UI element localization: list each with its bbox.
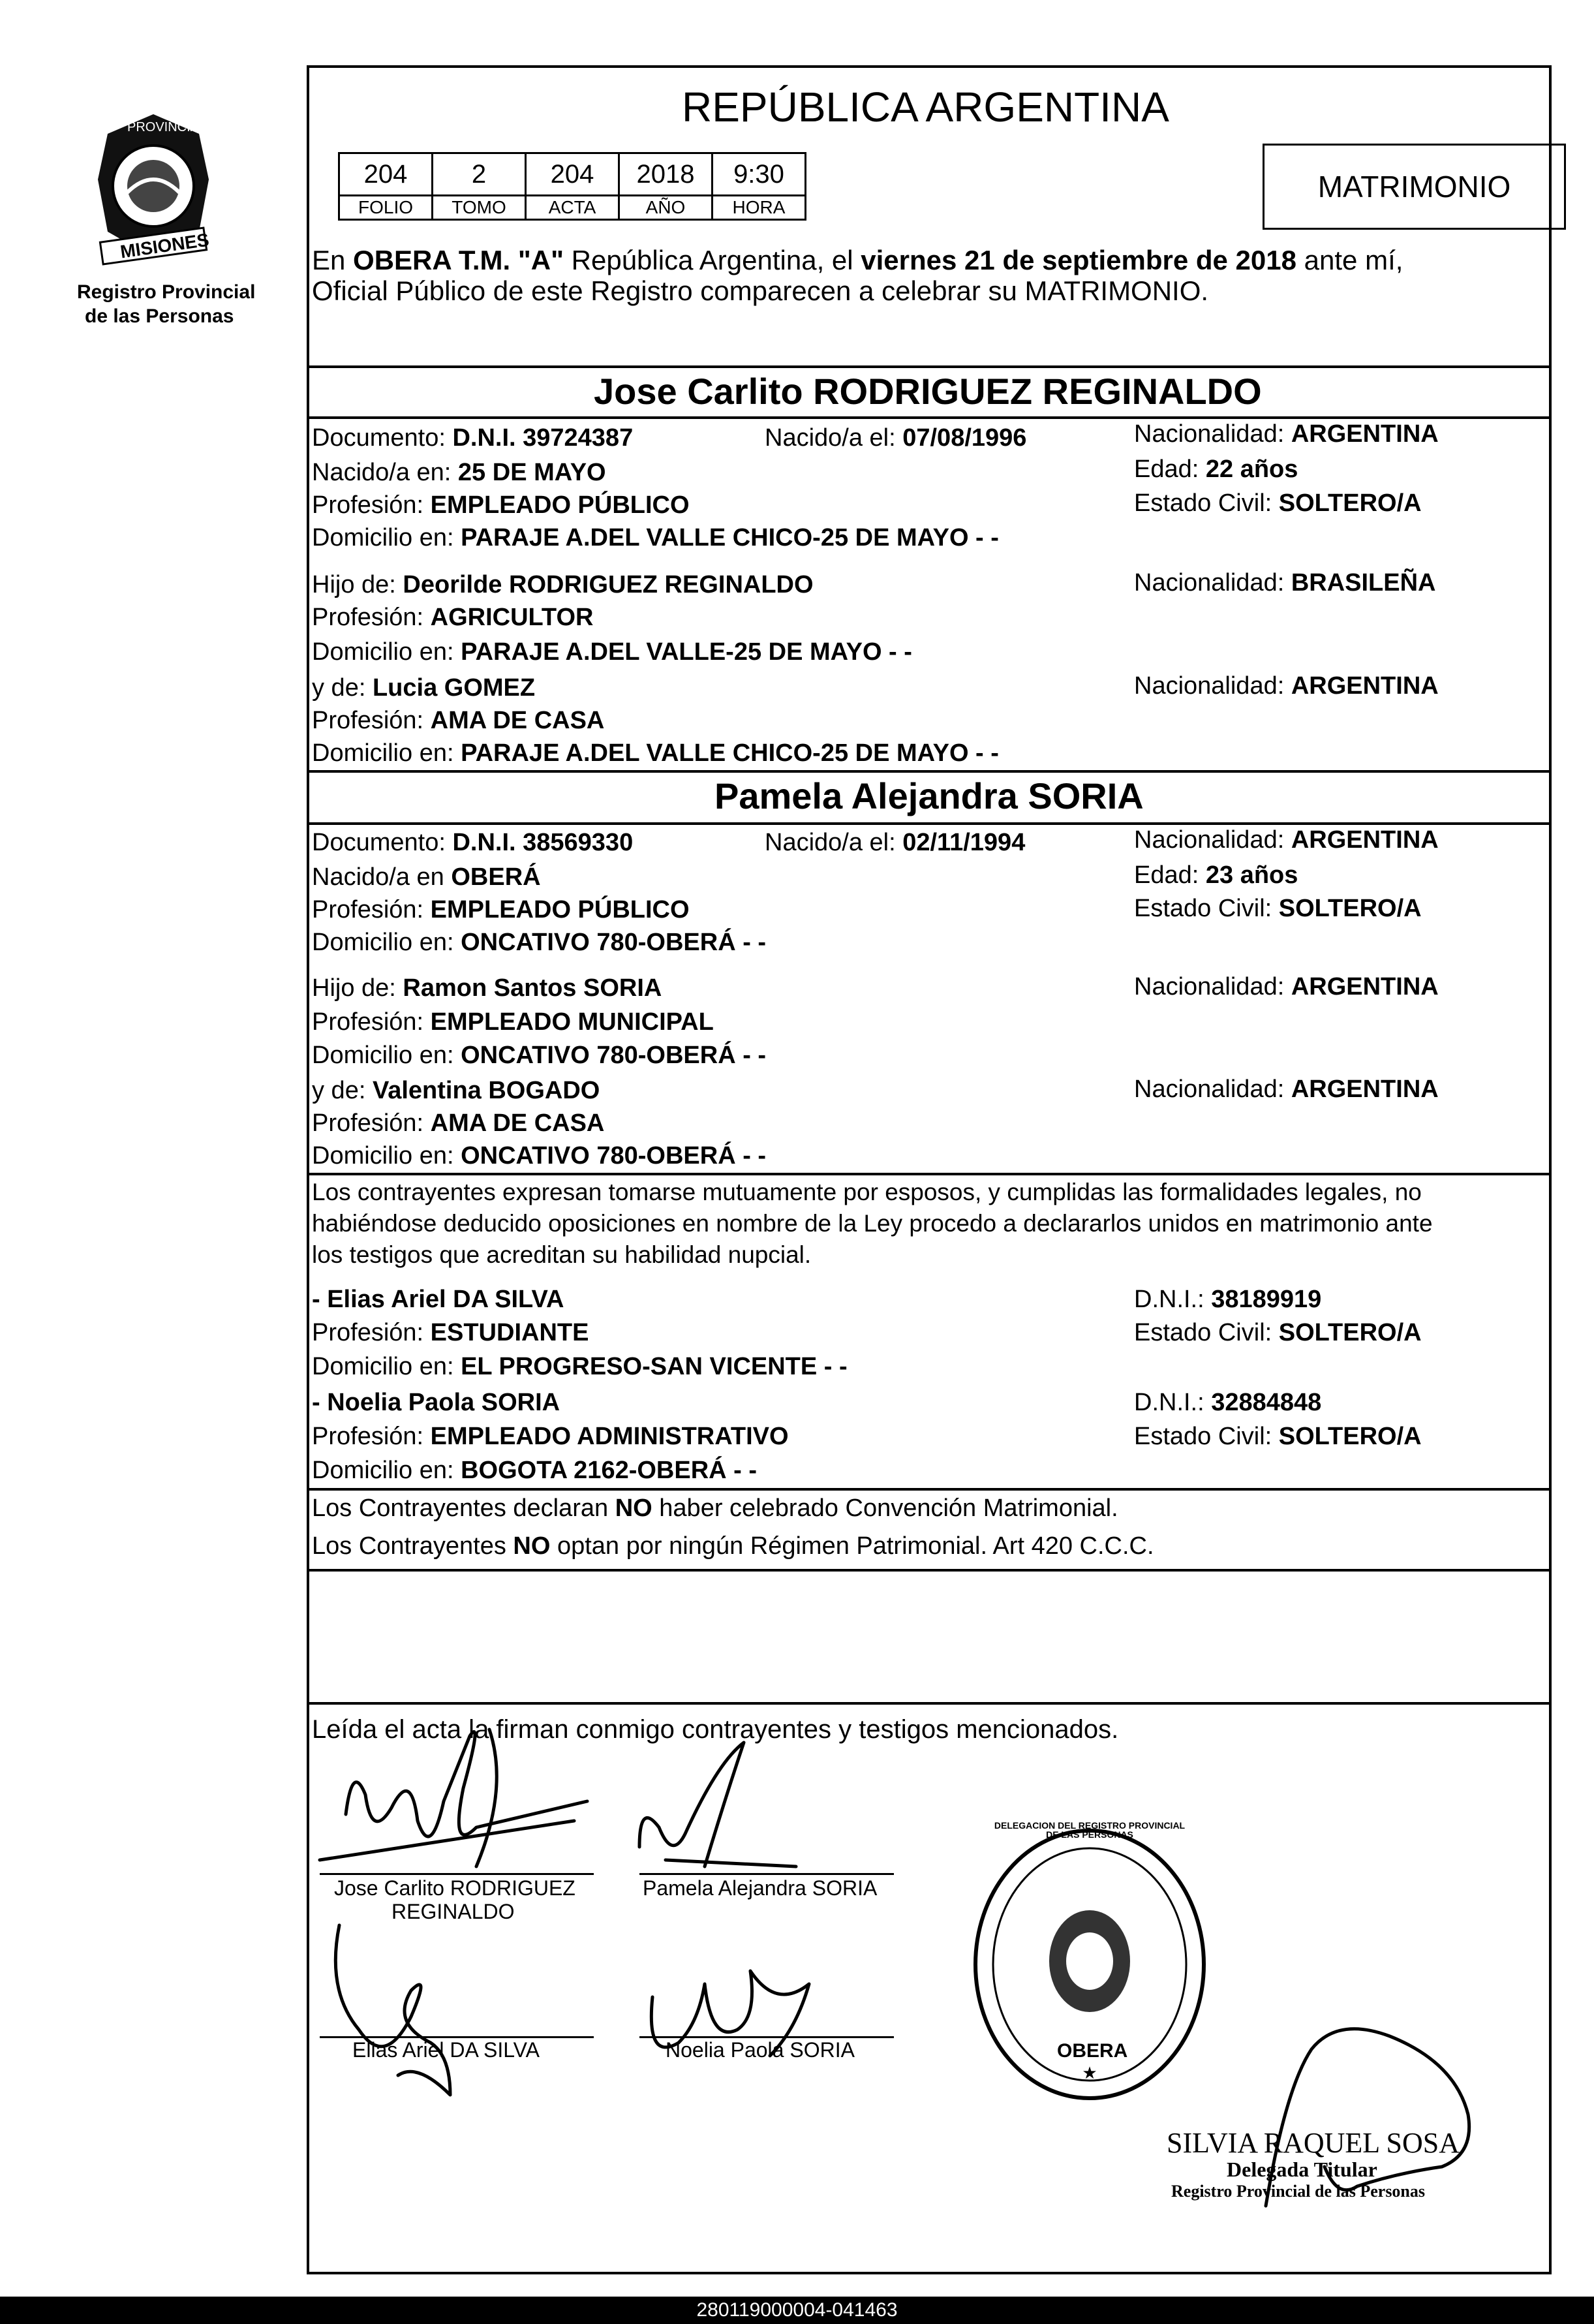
witness2-address: Domicilio en: BOGOTA 2162-OBERÁ - - xyxy=(312,1457,758,1484)
groom-born-in: Nacido/a en: 25 DE MAYO xyxy=(312,459,606,486)
intro-p3: República Argentina, el xyxy=(563,245,861,275)
witness2-dni: D.N.I.: 32884848 xyxy=(1134,1389,1322,1416)
bride-nationality: Nacionalidad: ARGENTINA xyxy=(1134,826,1439,854)
closing-statement: Leída el acta la firman conmigo contrayentes y testigos mencionados. xyxy=(312,1715,1119,1744)
groom-born-on: Nacido/a el: 07/08/1996 xyxy=(765,424,1027,452)
intro-line1 xyxy=(312,247,1403,274)
intro-p1: En xyxy=(312,245,354,275)
year-label: AÑO xyxy=(619,196,713,220)
page-title: REPÚBLICA ARGENTINA xyxy=(682,84,1169,131)
folio-label: FOLIO xyxy=(339,196,433,220)
regime-line2: Los Contrayentes NO optan por ningún Régimen Patrimonial. Art 420 C.C.C. xyxy=(312,1532,1154,1560)
bride-signature-icon xyxy=(626,1736,835,1893)
witness1-civil-status: Estado Civil: SOLTERO/A xyxy=(1134,1319,1422,1346)
acta-label: ACTA xyxy=(526,196,619,220)
groom-father-profession: Profesión: AGRICULTOR xyxy=(312,604,594,631)
groom-civil-status: Estado Civil: SOLTERO/A xyxy=(1134,489,1422,517)
stamp-ring-text: DELEGACION DEL REGISTRO PROVINCIAL DE LAS PERSONAS xyxy=(994,1820,1186,1840)
divider xyxy=(307,1488,1552,1491)
official-office: Registro Provincial de las Personas xyxy=(1171,2182,1426,2201)
divider xyxy=(307,365,1552,368)
bride-signature-name: Pamela Alejandra SORIA xyxy=(643,1876,878,1900)
bride-mother: y de: Valentina BOGADO xyxy=(312,1077,600,1104)
bride-born-on: Nacido/a el: 02/11/1994 xyxy=(765,829,1026,856)
divider xyxy=(307,822,1552,825)
witness2-signature-icon xyxy=(639,1945,835,2075)
acta-value: 204 xyxy=(526,153,619,196)
footer-barcode-number: 280119000004-041463 xyxy=(0,2297,1594,2324)
witness1-name: - Elias Ariel DA SILVA xyxy=(312,1286,564,1313)
hour-label: HORA xyxy=(713,196,806,220)
delegation-stamp xyxy=(966,1821,1214,2108)
divider xyxy=(307,1702,1552,1705)
groom-signature-icon xyxy=(313,1710,613,1893)
logo-caption-line2: de las Personas xyxy=(85,305,234,327)
record-type-box: MATRIMONIO xyxy=(1263,144,1566,230)
tomo-label: TOMO xyxy=(433,196,526,220)
groom-address: Domicilio en: PARAJE A.DEL VALLE CHICO-25 DE MAYO - - xyxy=(312,524,999,551)
bride-address: Domicilio en: ONCATIVO 780-OBERÁ - - xyxy=(312,929,767,956)
groom-father: Hijo de: Deorilde RODRIGUEZ REGINALDO xyxy=(312,571,814,598)
groom-mother-nationality: Nacionalidad: ARGENTINA xyxy=(1134,672,1439,700)
bride-mother-profession: Profesión: AMA DE CASA xyxy=(312,1109,605,1137)
groom-nationality: Nacionalidad: ARGENTINA xyxy=(1134,420,1439,448)
groom-mother-address: Domicilio en: PARAJE A.DEL VALLE CHICO-25 DE MAYO - - xyxy=(312,739,999,767)
bride-father-nationality: Nacionalidad: ARGENTINA xyxy=(1134,973,1439,1000)
witness2-name: - Noelia Paola SORIA xyxy=(312,1389,560,1416)
intro-p5: ante mí, xyxy=(1296,245,1403,275)
groom-father-address: Domicilio en: PARAJE A.DEL VALLE-25 DE MAYO - - xyxy=(312,638,912,666)
bride-age: Edad: 23 años xyxy=(1134,861,1298,889)
folio-value: 204 xyxy=(339,153,433,196)
witness2-profession: Profesión: EMPLEADO ADMINISTRATIVO xyxy=(312,1423,789,1450)
bride-profession: Profesión: EMPLEADO PÚBLICO xyxy=(312,896,690,923)
provincial-seal-icon xyxy=(65,108,241,297)
groom-name: Jose Carlito RODRIGUEZ REGINALDO xyxy=(594,371,1262,412)
divider xyxy=(307,770,1552,773)
bride-father-address: Domicilio en: ONCATIVO 780-OBERÁ - - xyxy=(312,1042,767,1069)
logo-text-top: PROVINCIA DE xyxy=(127,120,221,134)
groom-age: Edad: 22 años xyxy=(1134,456,1298,483)
hour-value: 9:30 xyxy=(713,153,806,196)
intro-date: viernes 21 de septiembre de 2018 xyxy=(861,245,1296,275)
intro-line2: Oficial Público de este Registro comparecen a celebrar su MATRIMONIO. xyxy=(312,275,1209,306)
groom-signature-name-2: REGINALDO xyxy=(391,1900,515,1923)
bride-civil-status: Estado Civil: SOLTERO/A xyxy=(1134,895,1422,922)
official-name: SILVIA RAQUEL SOSA xyxy=(1167,2127,1460,2159)
groom-profession: Profesión: EMPLEADO PÚBLICO xyxy=(312,491,690,519)
bride-mother-nationality: Nacionalidad: ARGENTINA xyxy=(1134,1076,1439,1103)
witness1-signature-icon xyxy=(320,1912,515,2108)
witness2-signature-name: Noelia Paola SORIA xyxy=(666,2038,855,2062)
witness1-profession: Profesión: ESTUDIANTE xyxy=(312,1319,589,1346)
bride-doc: Documento: D.N.I. 38569330 xyxy=(312,829,634,856)
registry-logo xyxy=(65,108,241,297)
official-role: Delegada Titular xyxy=(1227,2158,1377,2181)
witness1-signature-name: Elias Ariel DA SILVA xyxy=(352,2038,540,2062)
bride-father-profession: Profesión: EMPLEADO MUNICIPAL xyxy=(312,1008,714,1036)
groom-doc: Documento: D.N.I. 39724387 xyxy=(312,424,634,452)
witness2-civil-status: Estado Civil: SOLTERO/A xyxy=(1134,1423,1422,1450)
witness1-dni: D.N.I.: 38189919 xyxy=(1134,1286,1322,1313)
declaration-line2: habiéndose deducido oposiciones en nombre de la Ley procedo a declararlos unidos en matrimonio ante xyxy=(312,1210,1433,1237)
divider xyxy=(307,1173,1552,1175)
bride-born-in: Nacido/a en OBERÁ xyxy=(312,863,541,891)
logo-caption-line1: Registro Provincial xyxy=(77,281,256,303)
bride-mother-address: Domicilio en: ONCATIVO 780-OBERÁ - - xyxy=(312,1142,767,1170)
tomo-value: 2 xyxy=(433,153,526,196)
intro-place: OBERA T.M. "A" xyxy=(353,245,564,275)
groom-father-nationality: Nacionalidad: BRASILEÑA xyxy=(1134,569,1436,596)
year-value: 2018 xyxy=(619,153,713,196)
record-ref-table xyxy=(338,152,806,221)
svg-text:★: ★ xyxy=(1082,2063,1097,2083)
bride-name: Pamela Alejandra SORIA xyxy=(714,775,1144,816)
stamp-bottom-text: OBERA xyxy=(1057,2040,1128,2062)
declaration-line3: los testigos que acreditan su habilidad nupcial. xyxy=(312,1241,812,1268)
declaration-line1: Los contrayentes expresan tomarse mutuamente por esposos, y cumplidas las formalidades legales, no xyxy=(312,1179,1422,1205)
groom-mother: y de: Lucia GOMEZ xyxy=(312,674,536,702)
bride-father: Hijo de: Ramon Santos SORIA xyxy=(312,974,662,1002)
witness1-address: Domicilio en: EL PROGRESO-SAN VICENTE - - xyxy=(312,1353,848,1380)
divider xyxy=(307,416,1552,419)
regime-line1: Los Contrayentes declaran NO haber celebrado Convención Matrimonial. xyxy=(312,1495,1118,1522)
divider xyxy=(307,1569,1552,1572)
logo-text-bottom: MISIONES xyxy=(119,229,211,262)
groom-mother-profession: Profesión: AMA DE CASA xyxy=(312,707,605,734)
groom-signature-name-1: Jose Carlito RODRIGUEZ xyxy=(334,1876,575,1900)
official-stamp-icon xyxy=(966,1821,1214,2108)
